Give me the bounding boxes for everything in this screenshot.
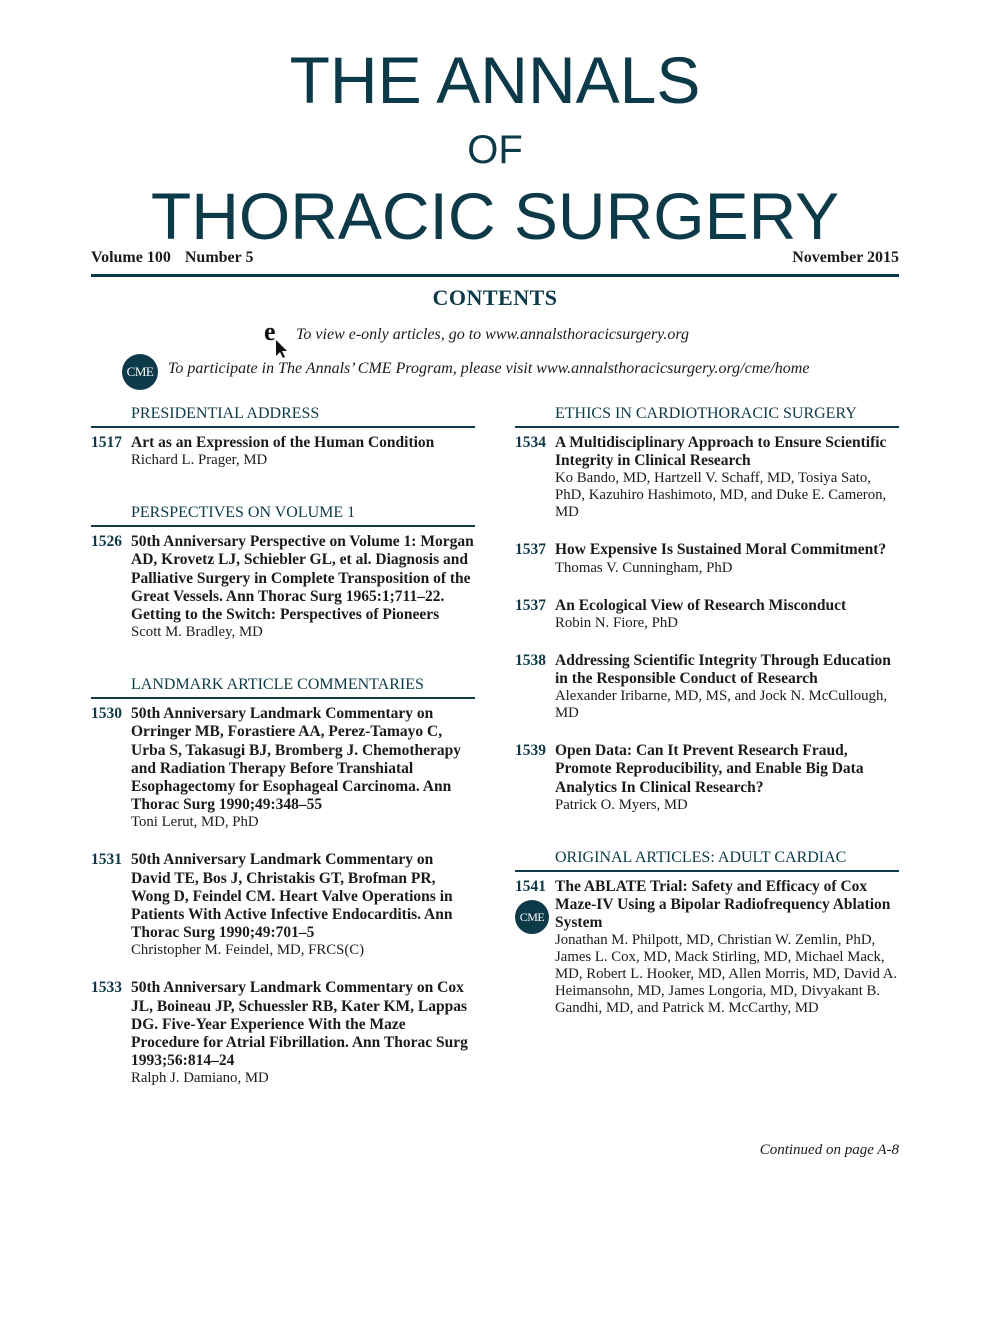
volume: Volume 100 — [91, 249, 171, 266]
section-perspectives — [91, 501, 475, 641]
continued-note: Continued on page A-8 — [759, 1142, 899, 1158]
article-authors: Alexander Iribarne, MD, MS, and Jock N. McCullough, MD — [555, 688, 888, 722]
page-number: 1533 — [91, 979, 122, 997]
page-number: 1526 — [91, 533, 122, 551]
toc-entry[interactable] — [91, 434, 475, 469]
article-title[interactable]: Open Data: Can It Prevent Research Fraud, Promote Reproducibility, and Enable Big Data Analytics In Clinical Research? — [555, 742, 864, 796]
article-authors: Ko Bando, MD, Hartzell V. Schaff, MD, Tosiya Sato, PhD, Kazuhiro Hashimoto, MD, and Duke E. Cameron, MD — [555, 470, 887, 521]
section-presidential-address — [91, 402, 475, 469]
cme-text: To participate in The Annals’ CME Program, please visit www.annalsthoracicsurgery.org/cme/home — [168, 360, 810, 377]
section-ethics — [515, 402, 899, 814]
toc-entry[interactable] — [91, 705, 475, 831]
toc-entry[interactable] — [515, 434, 899, 521]
issue-date: November 2015 — [792, 249, 899, 266]
svg-text:e: e — [264, 318, 276, 346]
article-authors: Jonathan M. Philpott, MD, Christian W. Zemlin, PhD, James L. Cox, MD, Mack Stirling, MD, Michael Mack, MD, Robert L. Hooker, MD, Allen Morris, MD, David A. Heimansohn, MD, James Longoria, MD, Divyakant B. Gandhi, MD, and Patrick M. McCarthy, MD — [555, 932, 898, 1017]
toc-entry[interactable] — [515, 597, 899, 632]
toc-entry[interactable] — [91, 851, 475, 959]
page-number: 1531 — [91, 851, 122, 869]
contents-title: CONTENTS — [432, 285, 558, 310]
article-authors: Patrick O. Myers, MD — [555, 796, 688, 813]
article-title[interactable]: Art as an Expression of the Human Condition — [131, 434, 435, 451]
header-rule — [91, 274, 899, 277]
toc-entry[interactable] — [515, 878, 899, 1018]
issue-info — [91, 249, 899, 271]
page-number: 1517 — [91, 434, 122, 451]
article-title[interactable]: 50th Anniversary Landmark Commentary on Cox JL, Boineau JP, Schuessler RB, Kater KM, Lappas DG. Five-Year Experience With the Maze Procedure for Atrial Fibrillation. Ann Thorac Surg 1993;56:814–24 — [131, 979, 468, 1070]
issue-number: Number 5 — [184, 249, 254, 266]
article-title[interactable]: An Ecological View of Research Misconduct — [555, 596, 847, 614]
eonly-text: To view e-only articles, go to www.annalsthoracicsurgery.org — [296, 326, 690, 343]
article-authors: Christopher M. Feindel, MD, FRCS(C) — [131, 942, 365, 959]
page-number: 1534 — [515, 434, 546, 451]
toc-entry[interactable] — [515, 742, 899, 814]
section-heading: PERSPECTIVES ON VOLUME 1 — [91, 501, 475, 527]
article-authors: Toni Lerut, MD, PhD — [131, 814, 259, 831]
toc-entry[interactable] — [515, 541, 899, 576]
article-title[interactable]: How Expensive Is Sustained Moral Commitment? — [555, 541, 887, 559]
page-number: 1539 — [515, 742, 546, 760]
masthead-line3: THORACIC SURGERY — [150, 179, 840, 253]
article-title[interactable]: Addressing Scientific Integrity Through Education in the Responsible Conduct of Research — [555, 651, 891, 688]
article-title[interactable]: A Multidisciplinary Approach to Ensure Scientific Integrity in Clinical Research — [555, 434, 887, 470]
right-column — [515, 402, 899, 1037]
page-number: 1537 — [515, 541, 546, 559]
article-title[interactable]: 50th Anniversary Perspective on Volume 1: Morgan AD, Krovetz LJ, Schiebler GL, et al. Diagnosis and Palliative Surgery in Complete Transposition of the Great Vessels. Ann Thorac Surg 1965:1;711–22. Getting to the Switch: Perspectives of Pioneers — [131, 533, 474, 624]
article-authors: Richard L. Prager, MD — [131, 452, 268, 469]
toc-entry[interactable] — [91, 533, 475, 641]
article-authors: Robin N. Fiore, PhD — [555, 614, 678, 631]
article-authors: Thomas V. Cunningham, PhD — [555, 559, 733, 576]
page-number: 1537 — [515, 596, 546, 614]
e-only-cursor-icon — [262, 318, 292, 358]
section-landmark-commentaries — [91, 673, 475, 1087]
article-authors: Ralph J. Damiano, MD — [131, 1070, 269, 1087]
section-adult-cardiac — [515, 846, 899, 1018]
cme-badge-icon: CME — [122, 354, 158, 390]
masthead-line2: OF — [467, 128, 523, 172]
left-column — [91, 402, 475, 1107]
masthead-line1: THE ANNALS — [289, 43, 701, 117]
article-title[interactable]: 50th Anniversary Landmark Commentary on Orringer MB, Forastiere AA, Perez-Tamayo C, Urba S, Takasugi BJ, Bromberg J. Chemotherapy and Radiation Therapy Before Transhiatal Esophagectomy for Esophageal Carcinoma. Ann Thorac Surg 1990;49:348–55 — [131, 705, 461, 814]
page-number: 1530 — [91, 705, 122, 723]
article-title[interactable]: The ABLATE Trial: Safety and Efficacy of Cox Maze-IV Using a Bipolar Radiofrequency Ablation System — [555, 877, 891, 932]
toc-entry[interactable] — [91, 979, 475, 1087]
page-number: 1538 — [515, 651, 546, 669]
article-title[interactable]: 50th Anniversary Landmark Commentary on David TE, Bos J, Christakis GT, Brofman PR, Wong D, Feindel CM. Heart Valve Operations in Patients With Active Infective Endocarditis. Ann Thorac Surg 1990;49:701–5 — [131, 851, 453, 942]
section-heading: ETHICS IN CARDIOTHORACIC SURGERY — [515, 402, 899, 428]
section-heading: PRESIDENTIAL ADDRESS — [91, 402, 475, 428]
section-heading: ORIGINAL ARTICLES: ADULT CARDIAC — [515, 846, 899, 872]
page-number: 1541 — [515, 877, 546, 895]
toc-entry[interactable] — [515, 652, 899, 722]
cme-badge-icon: CME — [515, 900, 549, 934]
section-heading: LANDMARK ARTICLE COMMENTARIES — [91, 673, 475, 699]
article-authors: Scott M. Bradley, MD — [131, 624, 263, 641]
